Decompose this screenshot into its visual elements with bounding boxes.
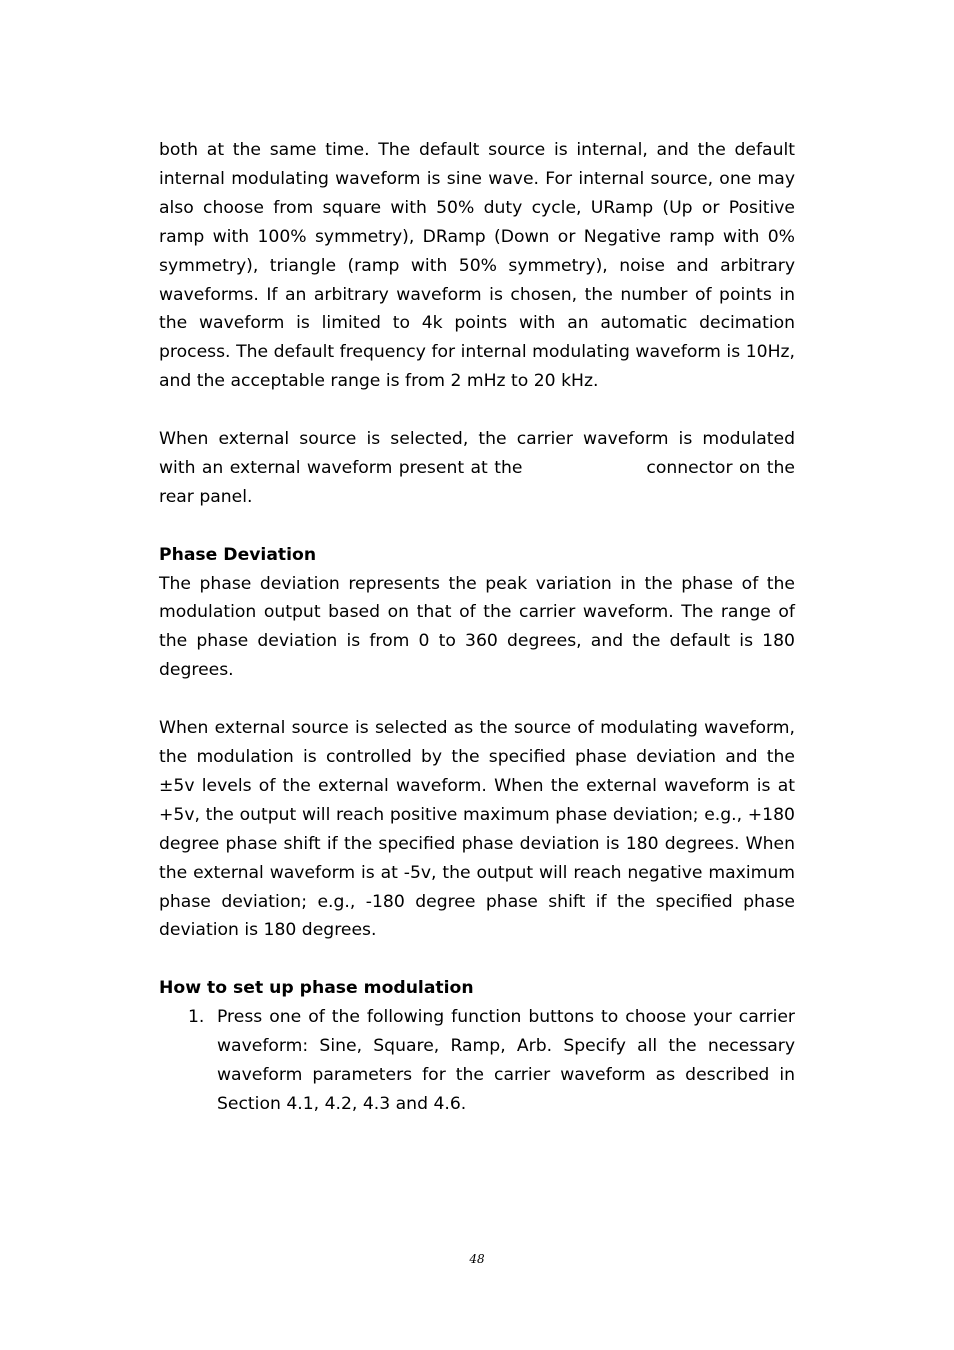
paragraph-gap [159, 396, 795, 425]
paragraph-modulation-source: both at the same time. The default source is internal, and the default internal modulating waveform is sine wave. For internal source, one may also choose from square with 50% duty cycle, URamp (Up or Positive ramp with 100% symmetry), DRamp (Down or Negative ramp with 0% symmetry), triangle (ramp with 50% symmetry), noise and arbitrary waveforms. If an arbitrary waveform is chosen, the number of points in the waveform is limited to 4k points with an automatic decimation process. The default frequency for internal modulating waveform is 10Hz, and the acceptable range is from 2 mHz to 20 kHz. [159, 140, 795, 392]
setup-steps-list [159, 1003, 795, 1119]
paragraph-external-source [159, 425, 795, 512]
step-text: Press one of the following function buttons to choose your carrier waveform: Sine, Square, Ramp, Arb. Specify all the necessary waveform parameters for the carrier waveform as described in Section 4.1, 4.2, 4.3 and 4.6. [217, 1007, 795, 1114]
page-number: 48 [469, 1252, 485, 1266]
external-source-text-before: When external source is selected, the carrier waveform is modulated with an external waveform present at the [159, 429, 795, 478]
paragraph-gap [159, 685, 795, 714]
heading-setup-phase-modulation: How to set up phase modulation [159, 978, 474, 999]
paragraph-gap [159, 512, 795, 541]
external-source-text-after: connector on the rear panel. [159, 457, 795, 507]
document-page [159, 136, 795, 1119]
paragraph-external-deviation: When external source is selected as the source of modulating waveform, the modulation is controlled by the specified phase deviation and the ±5v levels of the external waveform. When the external waveform is at +5v, the output will reach positive maximum phase deviation; e.g., +180 degree phase shift if the specified phase deviation is 180 degrees. When the external waveform is at -5v, the output will reach negative maximum phase deviation; e.g., -180 degree phase shift if the specified phase deviation is 180 degrees. [159, 718, 795, 941]
paragraph-phase-deviation: The phase deviation represents the peak variation in the phase of the modulation output based on that of the carrier waveform. The range of the phase deviation is from 0 to 360 degrees, and the default is 180 degrees. [159, 573, 795, 681]
setup-step [159, 1003, 795, 1119]
step-number: 1. [188, 1007, 205, 1028]
paragraph-gap [159, 945, 795, 974]
heading-phase-deviation: Phase Deviation [159, 544, 317, 565]
